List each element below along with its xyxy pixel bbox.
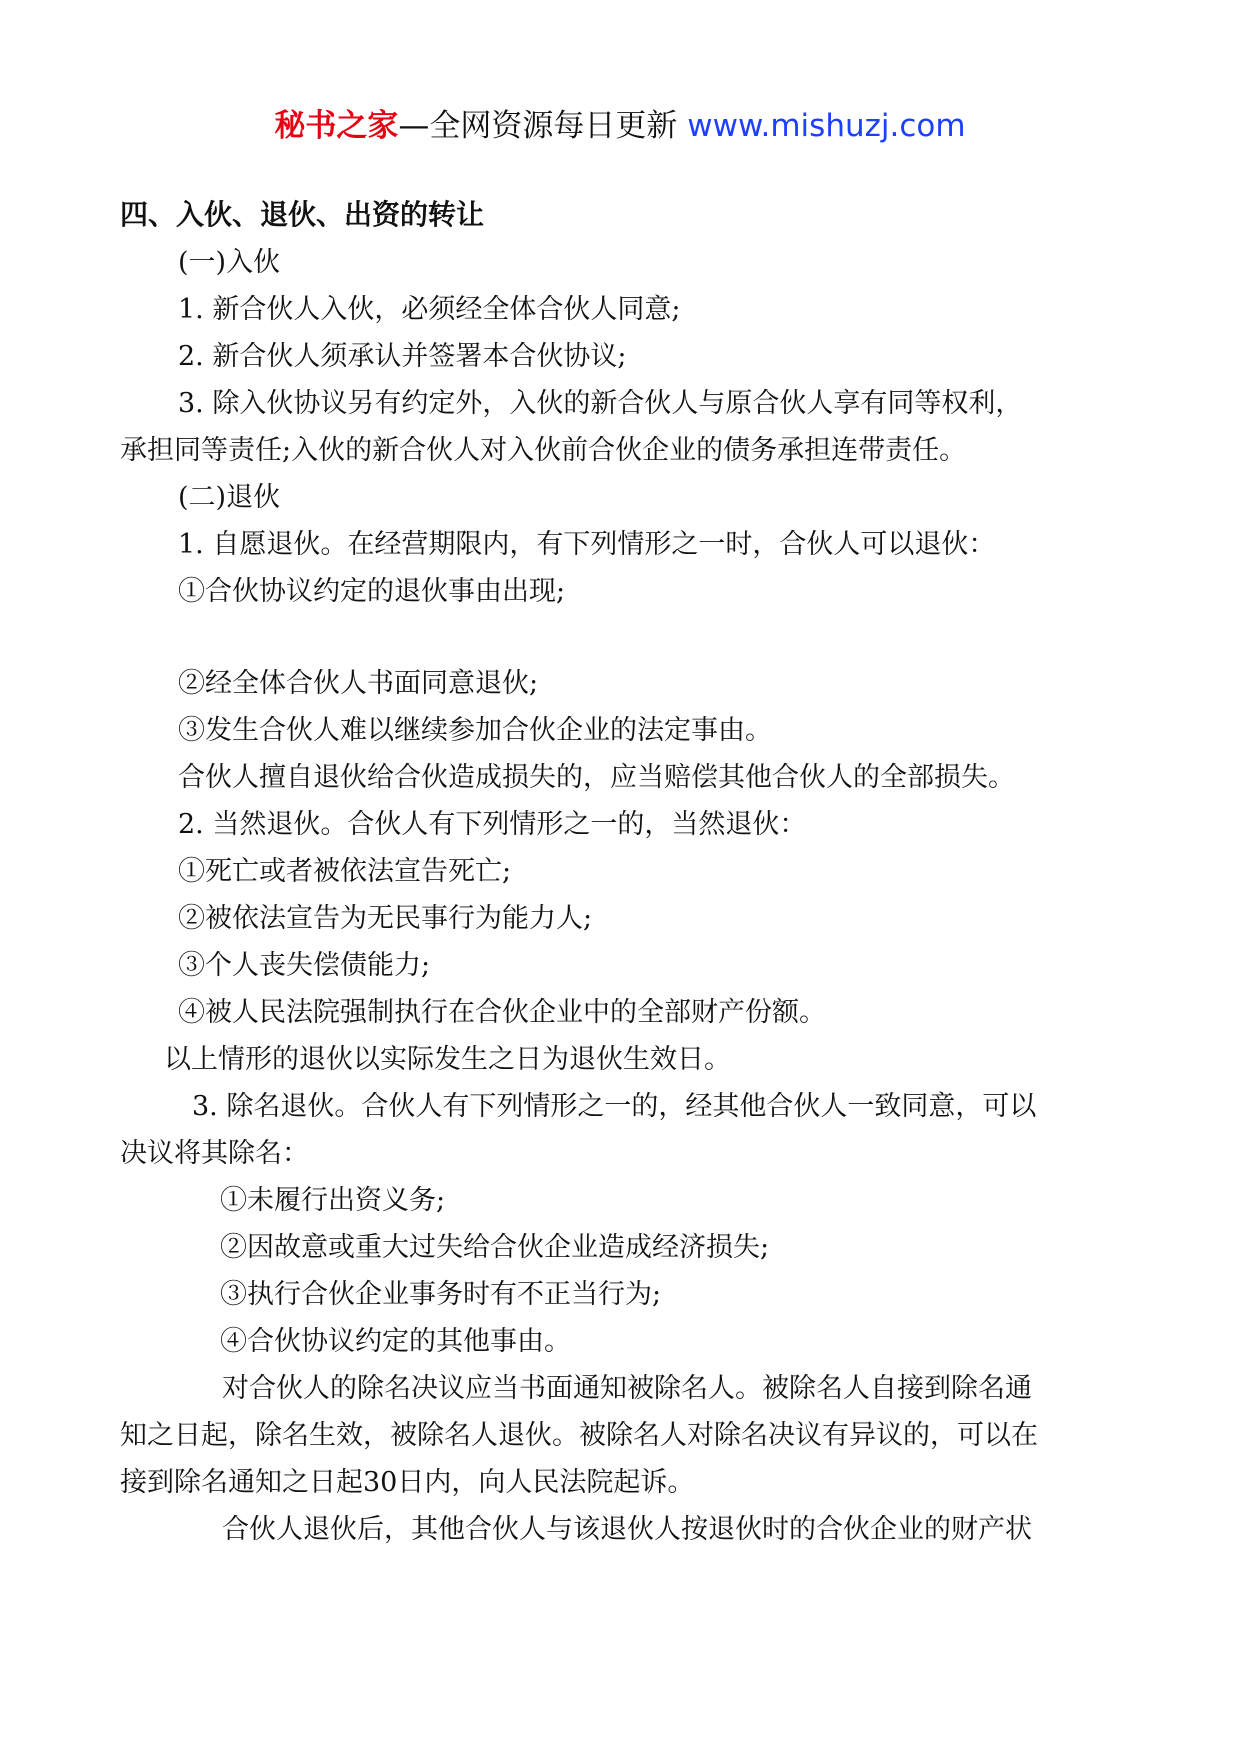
paragraph-line: 决议将其除名： bbox=[120, 1138, 309, 1169]
paragraph-line: 对合伙人的除名决议应当书面通知被除名人。被除名人自接到除名通 bbox=[222, 1373, 1032, 1404]
list-item: ①死亡或者被依法宣告死亡; bbox=[178, 856, 512, 887]
list-item: ②因故意或重大过失给合伙企业造成经济损失; bbox=[220, 1232, 770, 1263]
site-url[interactable]: www.mishuzj.com bbox=[687, 108, 966, 144]
list-item: ③个人丧失偿债能力; bbox=[178, 950, 431, 981]
list-item: ③执行合伙企业事务时有不正当行为; bbox=[220, 1279, 662, 1310]
list-item: ②经全体合伙人书面同意退伙; bbox=[178, 668, 539, 699]
list-item: ④被人民法院强制执行在合伙企业中的全部财产份额。 bbox=[178, 997, 826, 1028]
paragraph-line: 合伙人擅自退伙给合伙造成损失的，应当赔偿其他合伙人的全部损失。 bbox=[178, 762, 1015, 793]
list-item: ①未履行出资义务; bbox=[220, 1185, 446, 1216]
brand-name: 秘书之家 bbox=[274, 108, 399, 144]
header-tagline: —全网资源每日更新 bbox=[398, 108, 688, 144]
list-item: ④合伙协议约定的其他事由。 bbox=[220, 1326, 571, 1357]
paragraph-line: 接到除名通知之日起30日内，向人民法院起诉。 bbox=[120, 1467, 695, 1498]
paragraph-line: 2. 新合伙人须承认并签署本合伙协议; bbox=[178, 341, 627, 372]
subsection-heading: (一)入伙 bbox=[178, 247, 281, 278]
paragraph-line: 3. 除名退伙。合伙人有下列情形之一的，经其他合伙人一致同意，可以 bbox=[192, 1091, 1037, 1122]
paragraph-line: 2. 当然退伙。合伙人有下列情形之一的，当然退伙： bbox=[178, 809, 807, 840]
paragraph-line: 以上情形的退伙以实际发生之日为退伙生效日。 bbox=[164, 1044, 731, 1075]
paragraph-line: 合伙人退伙后，其他合伙人与该退伙人按退伙时的合伙企业的财产状 bbox=[222, 1514, 1032, 1545]
list-item: ②被依法宣告为无民事行为能力人; bbox=[178, 903, 593, 934]
site-header bbox=[0, 100, 1240, 145]
list-item: ③发生合伙人难以继续参加合伙企业的法定事由。 bbox=[178, 715, 772, 746]
paragraph-line: 1. 自愿退伙。在经营期限内，有下列情形之一时，合伙人可以退伙： bbox=[178, 529, 996, 560]
paragraph-line: 承担同等责任;入伙的新合伙人对入伙前合伙企业的债务承担连带责任。 bbox=[120, 435, 967, 466]
paragraph-line: 知之日起，除名生效，被除名人退伙。被除名人对除名决议有异议的，可以在 bbox=[120, 1420, 1038, 1451]
list-item: ①合伙协议约定的退伙事由出现; bbox=[178, 576, 566, 607]
paragraph-line: 1. 新合伙人入伙，必须经全体合伙人同意; bbox=[178, 294, 681, 325]
paragraph-line: 3. 除入伙协议另有约定外，入伙的新合伙人与原合伙人享有同等权利， bbox=[178, 388, 1023, 419]
section-title: 四、入伙、退伙、出资的转让 bbox=[120, 198, 485, 231]
subsection-heading: (二)退伙 bbox=[178, 482, 281, 513]
